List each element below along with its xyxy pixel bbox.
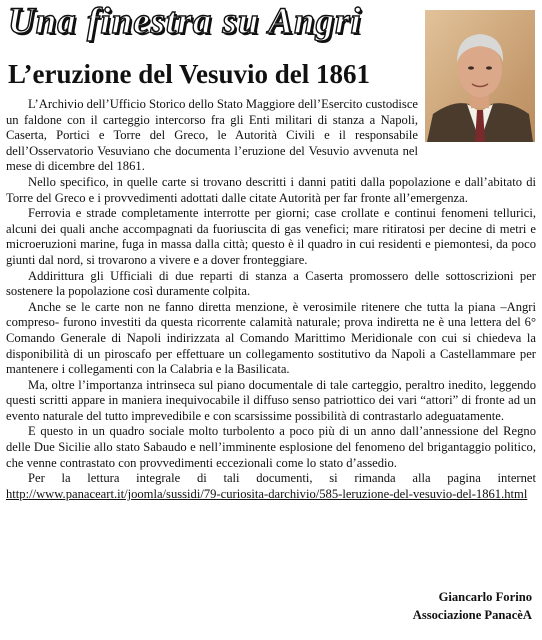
article-paragraph: Anche se le carte non ne fanno diretta menzione, è verosimile ritenere che tutta la piana –Angri compreso- furono investiti da questa ricorrente calamità naturale; prova indiretta ne è una lettera del 6° Comando Generale di Napoli indirizzata al Comando Marittimo Meridionale con cui si chiedeva la disponibilità di un piroscafo per effettuare un collegamento sostitutivo da Napoli a Castellammare per mantenere i collegamenti con la Calabria e la Basilicata. [6, 299, 536, 377]
article-paragraph: Nello specifico, in quelle carte si trovano descritti i danni patiti dalla popolazione e dall’abitato di Torre del Greco e i provvedimenti adottati dalle citate Autorità per far fronte all’emergenza. [6, 174, 536, 205]
signature-block [413, 588, 532, 624]
article-paragraph: Ferrovia e strade completamente interrotte per giorni; case crollate e continui fenomeni tellurici, alcuni dei quali anche accompagnati da fuoriuscita di gas venefici; mare ritiratosi per decine di metri e microeruzioni marine, fuga in massa dalla città; questo è il quadro in cui residenti e piemontesi, da poco giunti dal nord, si trovarono a vivere e a dover fronteggiare. [6, 206, 536, 267]
article-paragraph: E questo in un quadro sociale molto turbolento a poco più di un anno dall’annessione del Regno delle Due Sicilie allo stato Sabaudo e nell’imminente esplosione del fenomeno del brigantaggio politico, che venne contrastato con provvedimenti eccezionali come lo stato d’assedio. [6, 424, 536, 470]
source-link[interactable]: http://www.panaceart.it/joomla/sussidi/79-curiosita-darchivio/585-leruzione-del-vesuvio-del-1861.html [6, 486, 528, 501]
masthead-title: Una finestra su Angri [8, 1, 362, 42]
article-headline: L’eruzione del Vesuvio del 1861 [8, 59, 371, 89]
closing-text: Per la lettura integrale di tali documenti, si rimanda alla pagina internet [28, 471, 536, 486]
organization-name: Associazione PanacèA [412, 608, 532, 622]
article-paragraph: Ma, oltre l’importanza intrinseca sul piano documentale di tale carteggio, peraltro inedito, leggendo questi scritti appare in maniera inequivocabile il diffuso senso patriottico dei vari “attori” di fronte ad un evento naturale del tutto imprevedibile e con scarsissime possibilità di contrastarlo adeguatamente. [6, 377, 536, 423]
article-paragraph: L’Archivio dell’Ufficio Storico dello Stato Maggiore dell’Esercito custodisce un faldone con il carteggio intercorso fra gli Enti militari di stanza a Napoli, Caserta, Portici e Torre del Greco, le Autorità Civili e il responsabile dell’Osservatorio Vesuviano che documenta l’eruzione del Vesuvio avvenuta nel mese di dicembre del 1861. [6, 97, 418, 174]
article-paragraph: Addirittura gli Ufficiali di due reparti di stanza a Caserta promossero delle sottoscrizioni per sostenere la popolazione così duramente colpita. [6, 268, 536, 299]
article-closing-paragraph [6, 471, 536, 502]
article-body [6, 97, 536, 502]
author-name: Giancarlo Forino [438, 590, 532, 604]
